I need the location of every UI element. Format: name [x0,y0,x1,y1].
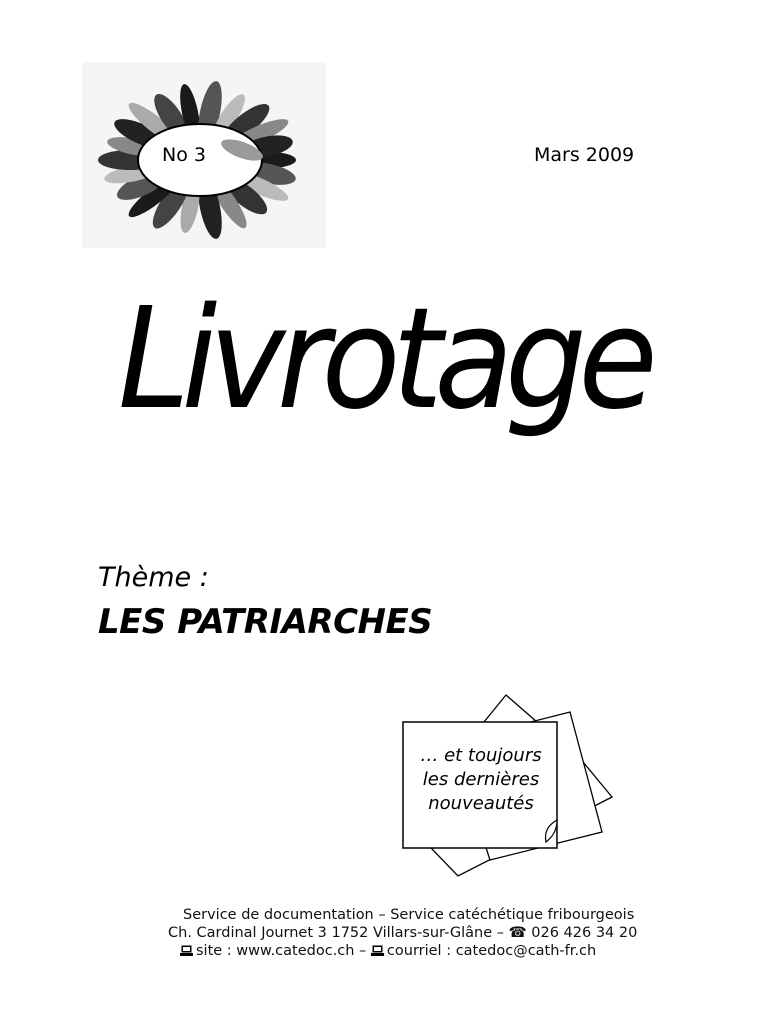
computer-icon [371,945,384,956]
footer-contact-line [180,942,596,960]
footer-address-line [168,924,637,942]
phone-icon: ☎ [508,925,527,941]
computer-icon [180,945,193,956]
issue-number: No 3 [162,144,206,166]
note-line-1: … et toujours [420,745,542,766]
note-card [404,744,558,816]
note-line-3: nouveautés [428,793,534,814]
note-line-2: les dernières [422,769,540,790]
footer-address: Ch. Cardinal Journet 3 1752 Villars-sur-Glâne – [168,925,509,941]
theme-label: Thème : [98,562,209,593]
theme-title: LES PATRIARCHES [98,602,433,642]
footer-phone: 026 426 34 20 [526,925,638,941]
footer-site[interactable]: site : www.catedoc.ch – [196,943,371,959]
footer-service-line: Service de documentation – Service catéchétique fribourgeois [183,907,635,923]
publication-title: Livrotage [118,278,650,441]
issue-date: Mars 2009 [534,144,635,166]
footer-email[interactable]: courriel : catedoc@cath-fr.ch [386,943,597,959]
